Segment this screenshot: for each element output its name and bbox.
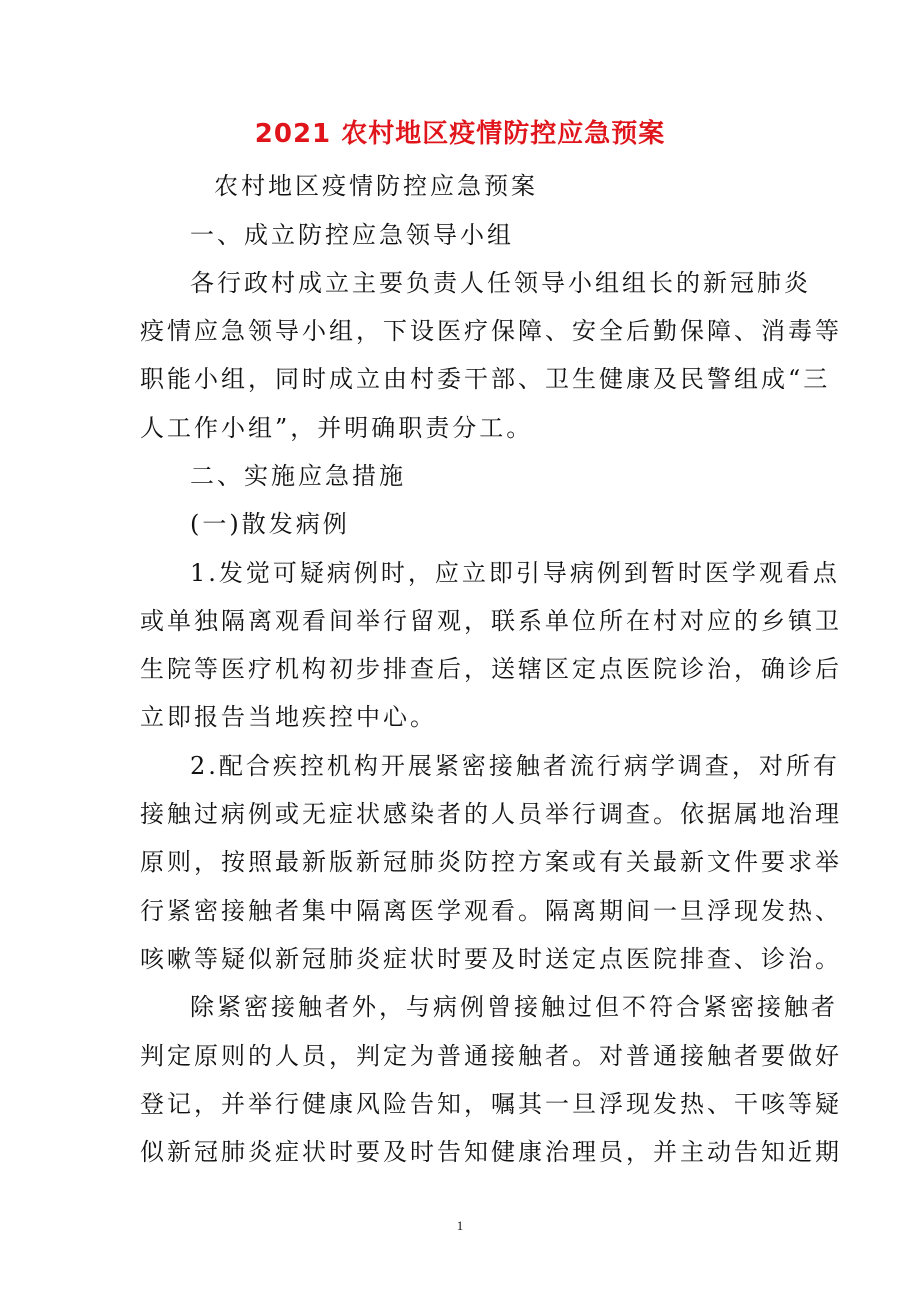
paragraph-line: 立即报告当地疾控中心。 bbox=[140, 703, 437, 731]
paragraph-line: 原则，按照最新版新冠肺炎防控方案或有关最新文件要求举 bbox=[140, 848, 842, 876]
paragraph-line: 行紧密接触者集中隔离医学观看。隔离期间一旦浮现发热、 bbox=[140, 897, 842, 925]
section-heading-2: 二、实施应急措施 bbox=[190, 462, 406, 490]
paragraph-line: 登记，并举行健康风险告知，嘱其一旦浮现发热、干咳等疑 bbox=[140, 1090, 842, 1118]
paragraph-line: 咳嗽等疑似新冠肺炎症状时要及时送定点医院排查、诊治。 bbox=[140, 945, 842, 973]
section-heading-1: 一、成立防控应急领导小组 bbox=[190, 221, 514, 249]
paragraph-line: 职能小组，同时成立由村委干部、卫生健康及民警组成“三 bbox=[140, 365, 831, 393]
subtitle-line: 农村地区疫情防控应急预案 bbox=[214, 172, 538, 200]
paragraph-line: 疫情应急领导小组，下设医疗保障、安全后勤保障、消毒等 bbox=[140, 317, 842, 345]
paragraph-line: 1.发觉可疑病例时，应立即引导病例到暂时医学观看点 bbox=[190, 559, 840, 587]
paragraph-line: 生院等医疗机构初步排查后，送辖区定点医院诊治，确诊后 bbox=[140, 655, 842, 683]
document-title: 2021 农村地区疫情防控应急预案 bbox=[254, 119, 666, 149]
paragraph-line: 接触过病例或无症状感染者的人员举行调查。依据属地治理 bbox=[140, 800, 842, 828]
paragraph-line: 似新冠肺炎症状时要及时告知健康治理员，并主动告知近期 bbox=[140, 1138, 842, 1166]
paragraph-line: 2.配合疾控机构开展紧密接触者流行病学调查，对所有 bbox=[190, 752, 840, 780]
paragraph-line: 各行政村成立主要负责人任领导小组组长的新冠肺炎 bbox=[190, 269, 811, 297]
paragraph-line: 或单独隔离观看间举行留观，联系单位所在村对应的乡镇卫 bbox=[140, 607, 842, 635]
paragraph-line: 人工作小组”，并明确职责分工。 bbox=[140, 414, 534, 442]
paragraph-line: 判定原则的人员，判定为普通接触者。对普通接触者要做好 bbox=[140, 1042, 842, 1070]
page-number: 1 bbox=[456, 1218, 464, 1233]
subsection-heading: (一)散发病例 bbox=[190, 510, 350, 538]
paragraph-line: 除紧密接触者外，与病例曾接触过但不符合紧密接触者 bbox=[190, 993, 838, 1021]
